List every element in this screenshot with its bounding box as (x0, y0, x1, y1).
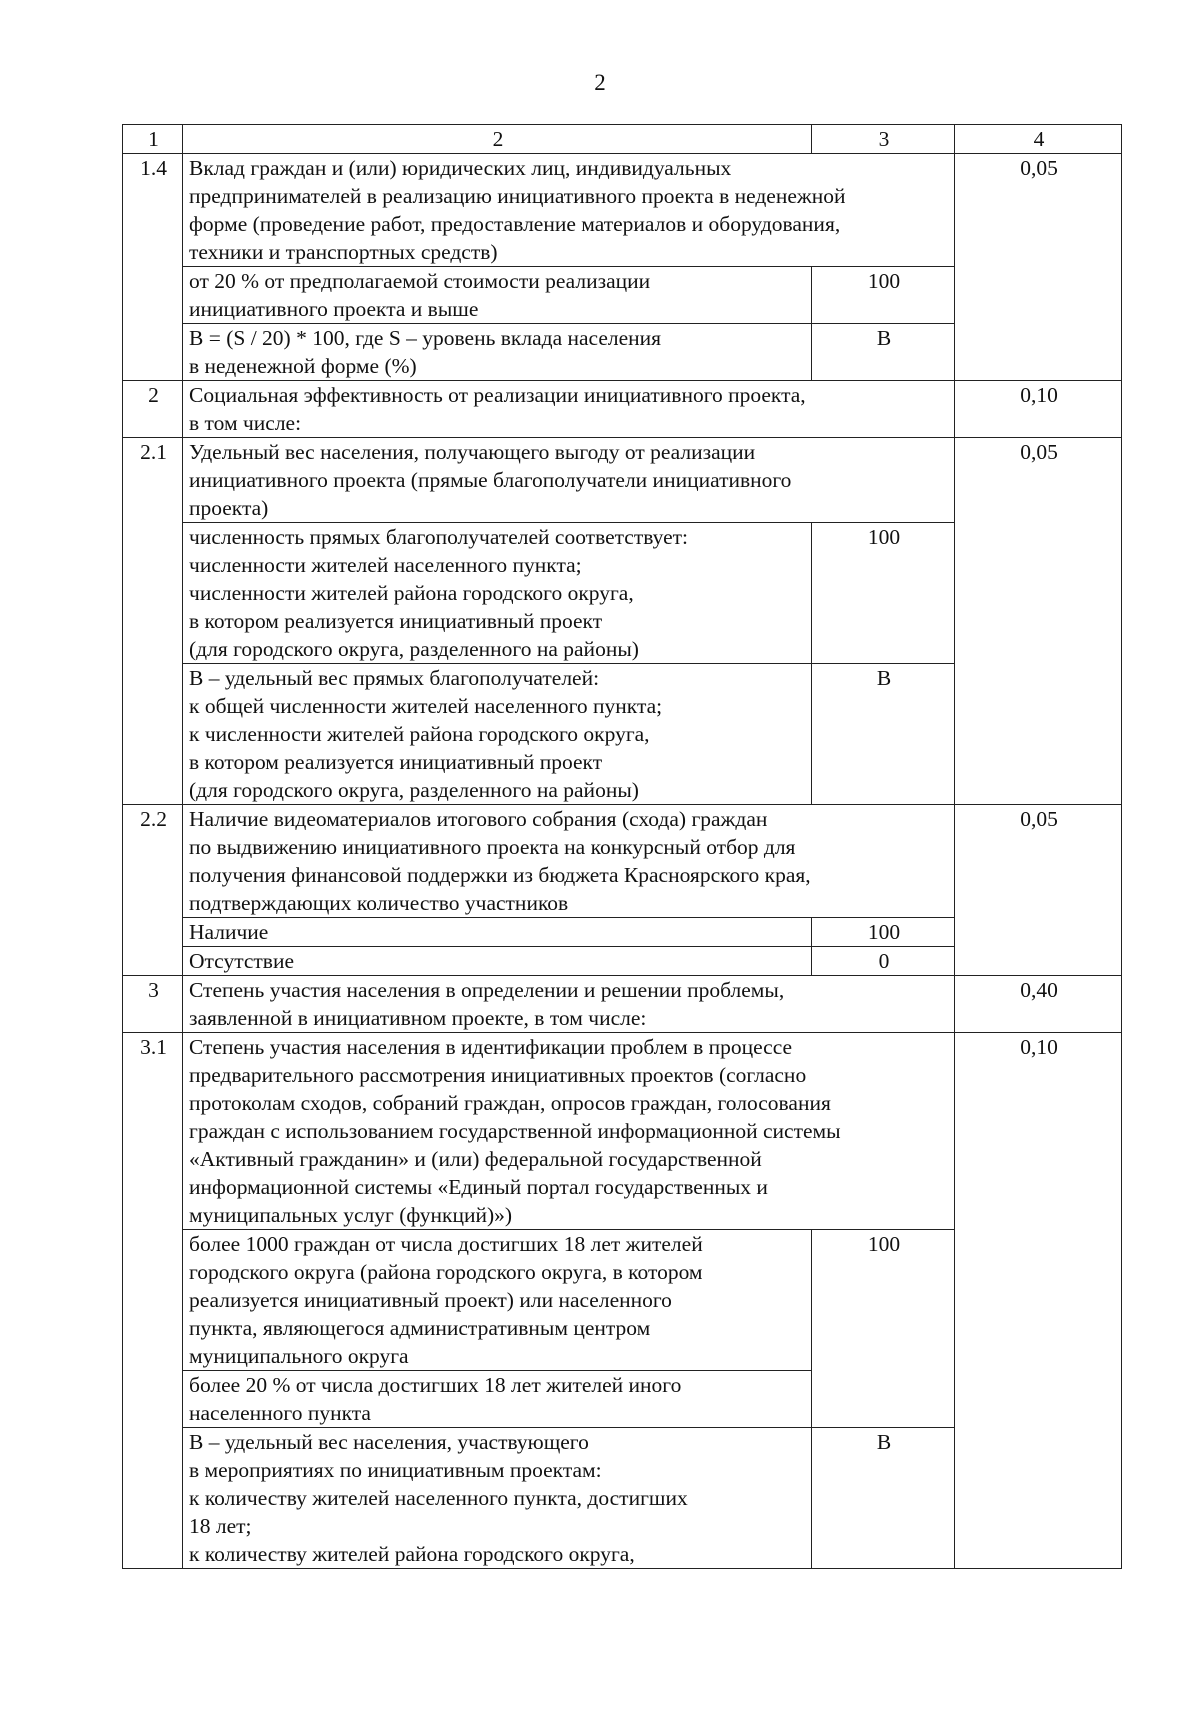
option-score: 100 (812, 1230, 955, 1428)
row-number-3: 3 (123, 976, 183, 1033)
option-text: численность прямых благополучателей соответствует: численности жителей населенного пункта; численности жителей района городского округа, в котором реализуется инициативный проект (для городского округа, разделенного на районы) (183, 523, 812, 664)
criterion-weight-3: 0,40 (955, 976, 1122, 1033)
header-col-3: 3 (812, 125, 955, 154)
option-score: 0 (812, 947, 955, 976)
criterion-title-3-1: Степень участия населения в идентификации проблем в процессе предварительного рассмотрения инициативных проектов (согласно протоколам сходов, собраний граждан, опросов граждан, голосования граждан с использованием государственной информационной системы «Активный гражданин» и (или) федеральной государственной информационной системы «Единый портал государственных и муниципальных услуг (функций)») (183, 1033, 955, 1230)
header-col-4: 4 (955, 125, 1122, 154)
row-number-3-1: 3.1 (123, 1033, 183, 1569)
option-score: В (812, 664, 955, 805)
table-row (123, 438, 1122, 523)
page-number: 2 (594, 70, 606, 95)
option-text: более 1000 граждан от числа достигших 18 лет жителей городского округа (района городского округа, в котором реализуется инициативный проект) или населенного пункта, являющегося административным центром муниципального округа (183, 1230, 812, 1371)
criterion-weight-2-2: 0,05 (955, 805, 1122, 976)
table-row (123, 1033, 1122, 1230)
row-number-2: 2 (123, 381, 183, 438)
header-col-2: 2 (183, 125, 812, 154)
criterion-weight-2: 0,10 (955, 381, 1122, 438)
option-text: В – удельный вес прямых благополучателей: к общей численности жителей населенного пункта; к численности жителей района городского округа, в котором реализуется инициативный проект (для городского округа, разделенного на районы) (183, 664, 812, 805)
criterion-title-2-1: Удельный вес населения, получающего выгоду от реализации инициативного проекта (прямые благополучатели инициативного проекта) (183, 438, 955, 523)
option-text: Наличие (183, 918, 812, 947)
option-score: 100 (812, 523, 955, 664)
criterion-title-1-4: Вклад граждан и (или) юридических лиц, индивидуальных предпринимателей в реализацию инициативного проекта в неденежной форме (проведение работ, предоставление материалов и оборудования, техники и транспортных средств) (183, 154, 955, 267)
row-number-2-2: 2.2 (123, 805, 183, 976)
criterion-title-2-2: Наличие видеоматериалов итогового собрания (схода) граждан по выдвижению инициативного проекта на конкурсный отбор для получения финансовой поддержки из бюджета Красноярского края, подтверждающих количество участников (183, 805, 955, 918)
criteria-table (122, 124, 1122, 1569)
row-number-1-4: 1.4 (123, 154, 183, 381)
criterion-weight-2-1: 0,05 (955, 438, 1122, 805)
option-text: В – удельный вес населения, участвующего в мероприятиях по инициативным проектам: к количеству жителей населенного пункта, достигших 18 лет; к количеству жителей района городского округа, (183, 1428, 812, 1569)
option-score: В (812, 324, 955, 381)
row-number-2-1: 2.1 (123, 438, 183, 805)
criterion-title-2: Социальная эффективность от реализации инициативного проекта, в том числе: (183, 381, 955, 438)
option-score: В (812, 1428, 955, 1569)
table-row (123, 976, 1122, 1033)
criterion-weight-3-1: 0,10 (955, 1033, 1122, 1569)
table-row (123, 154, 1122, 267)
table-row (123, 805, 1122, 918)
option-score: 100 (812, 918, 955, 947)
option-text: В = (S / 20) * 100, где S – уровень вклада населения в неденежной форме (%) (183, 324, 812, 381)
criterion-weight-1-4: 0,05 (955, 154, 1122, 381)
option-text: от 20 % от предполагаемой стоимости реализации инициативного проекта и выше (183, 267, 812, 324)
table-header-row (123, 125, 1122, 154)
header-col-1: 1 (123, 125, 183, 154)
criterion-title-3: Степень участия населения в определении и решении проблемы, заявленной в инициативном проекте, в том числе: (183, 976, 955, 1033)
option-text: Отсутствие (183, 947, 812, 976)
option-score: 100 (812, 267, 955, 324)
table-row (123, 381, 1122, 438)
option-text: более 20 % от числа достигших 18 лет жителей иного населенного пункта (183, 1371, 812, 1428)
